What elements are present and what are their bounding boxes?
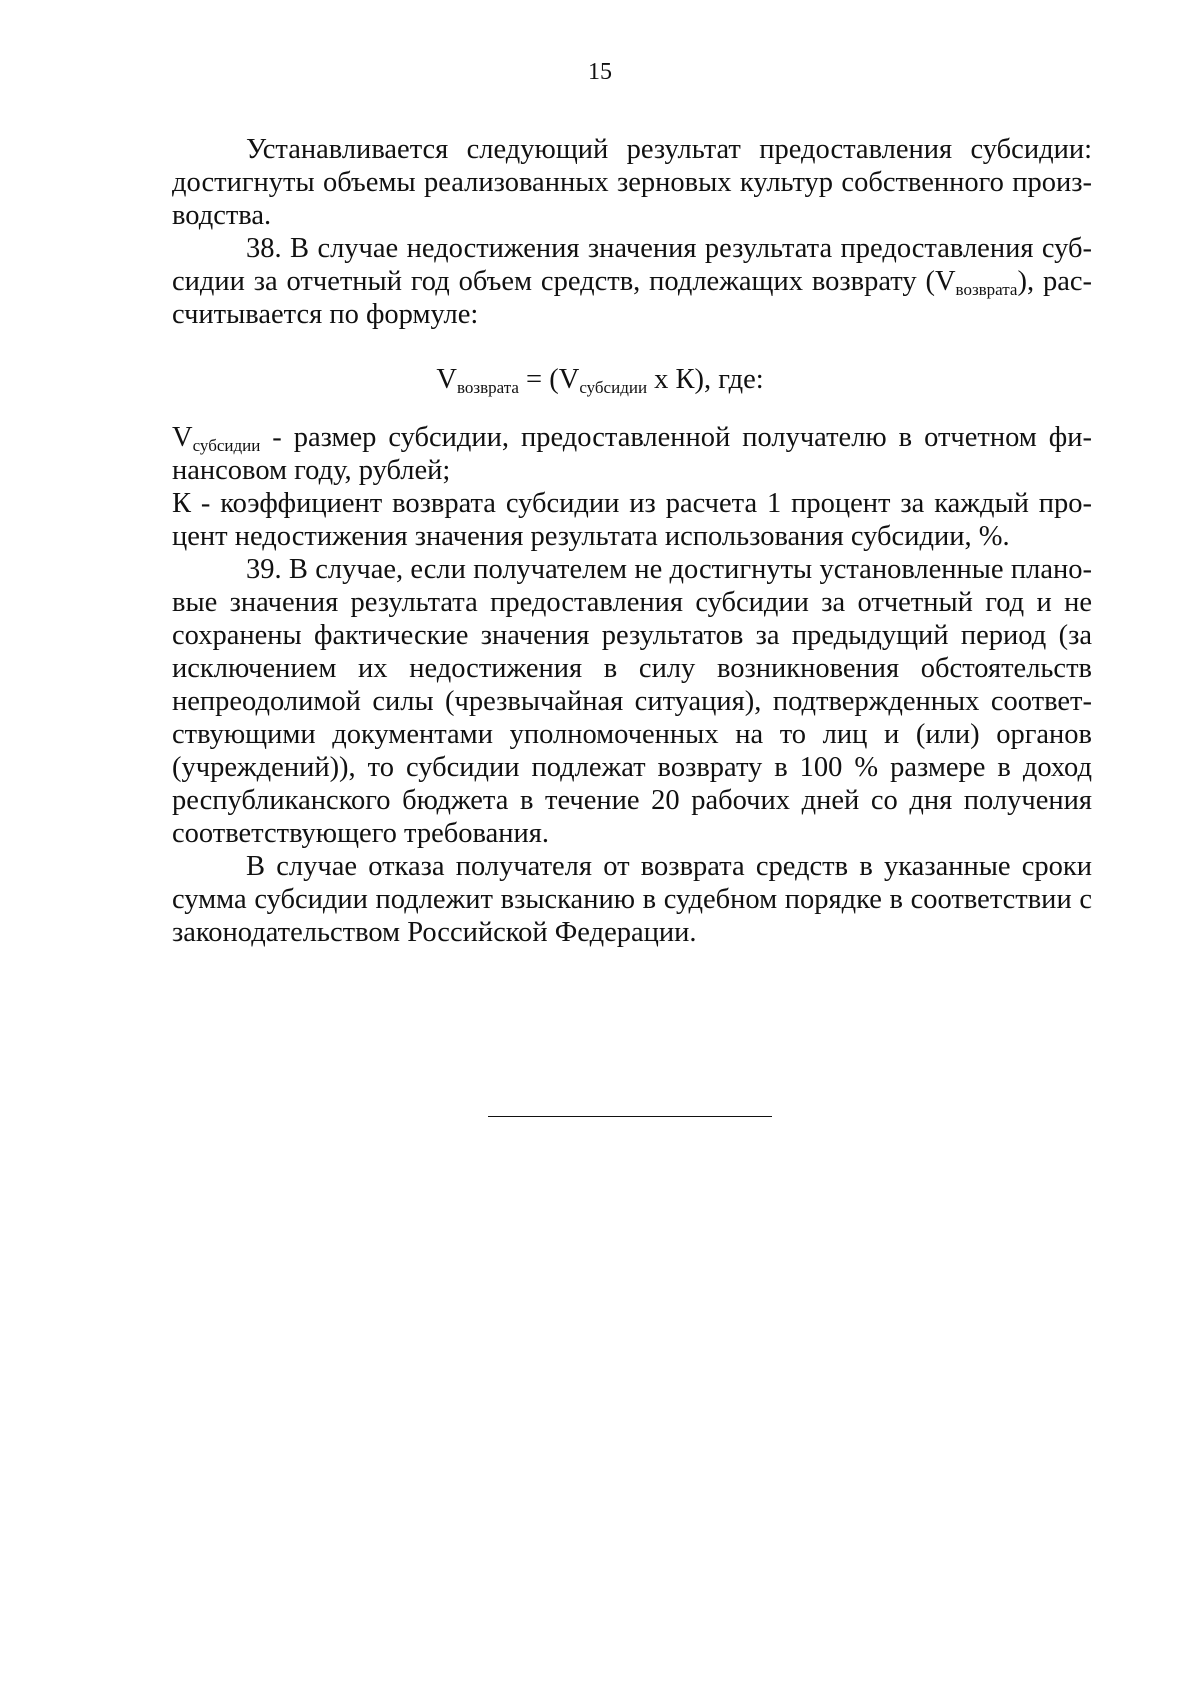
- v-symbol: V: [436, 364, 457, 395]
- text-line: достигнуты объемы реализованных зерновых культур собственного произ-: [172, 167, 1092, 198]
- paragraph-38-line: [172, 264, 1092, 300]
- v-symbol: V: [172, 422, 193, 453]
- definition-line: [172, 420, 1092, 456]
- paragraph-39-line: 39. В случае, если получателем не достигнуты установленные плано-: [246, 554, 1092, 585]
- subscript-subsidii: субсидии: [579, 378, 648, 397]
- text-line: Устанавливается следующий результат предоставления субсидии:: [246, 134, 1092, 165]
- paragraph-39-line: ствующими документами уполномоченных на то лиц и (или) органов: [172, 719, 1092, 750]
- paragraph-39-line: вые значения результата предоставления субсидии за отчетный год и не: [172, 587, 1092, 618]
- definition-line: К - коэффициент возврата субсидии из расчета 1 процент за каждый про-: [172, 488, 1092, 519]
- paragraph-39-line: республиканского бюджета в течение 20 рабочих дней со дня получения: [172, 785, 1092, 816]
- page-number: 15: [588, 59, 612, 85]
- text-fragment: сидии за отчетный год объем средств, подлежащих возврату (: [172, 266, 935, 297]
- paragraph-39-line: непреодолимой силы (чрезвычайная ситуация), подтвержденных соответ-: [172, 686, 1092, 717]
- paragraph-39-line: исключением их недостижения в силу возникновения обстоятельств: [172, 653, 1092, 684]
- paragraph-38-line: считывается по формуле:: [172, 299, 479, 330]
- paragraph-39-line: соответствующего требования.: [172, 818, 549, 849]
- final-paragraph-line: законодательством Российской Федерации.: [172, 917, 697, 948]
- text-fragment: ), рас-: [1017, 266, 1093, 297]
- paragraph-39-line: (учреждений)), то субсидии подлежат возврату в 100 % размере в доход: [172, 752, 1092, 783]
- formula: [0, 360, 1200, 400]
- final-paragraph-line: сумма субсидии подлежит взысканию в судебном порядке в соответствии с: [172, 884, 1092, 915]
- formula-equals: = (: [518, 364, 559, 395]
- subscript-vozvrata: возврата: [955, 280, 1018, 299]
- closing-rule: [488, 1116, 772, 1117]
- v-symbol: V: [558, 364, 580, 395]
- paragraph-38-line: 38. В случае недостижения значения результата предоставления суб-: [246, 233, 1092, 264]
- final-paragraph-line: В случае отказа получателя от возврата средств в указанные сроки: [246, 851, 1092, 882]
- subscript-vozvrata: возврата: [456, 378, 519, 397]
- v-symbol: V: [934, 266, 956, 297]
- text-line: водства.: [172, 200, 272, 231]
- paragraph-39-line: сохранены фактические значения результатов за предыдущий период (за: [172, 620, 1092, 651]
- text-fragment: - размер субсидии, предоставленной получателю в отчетном фи-: [260, 422, 1092, 453]
- subscript-subsidii: субсидии: [192, 436, 261, 455]
- formula-tail: х К), где:: [647, 364, 764, 395]
- definition-line: цент недостижения значения результата использования субсидии, %.: [172, 521, 1010, 552]
- definition-line: нансовом году, рублей;: [172, 455, 451, 486]
